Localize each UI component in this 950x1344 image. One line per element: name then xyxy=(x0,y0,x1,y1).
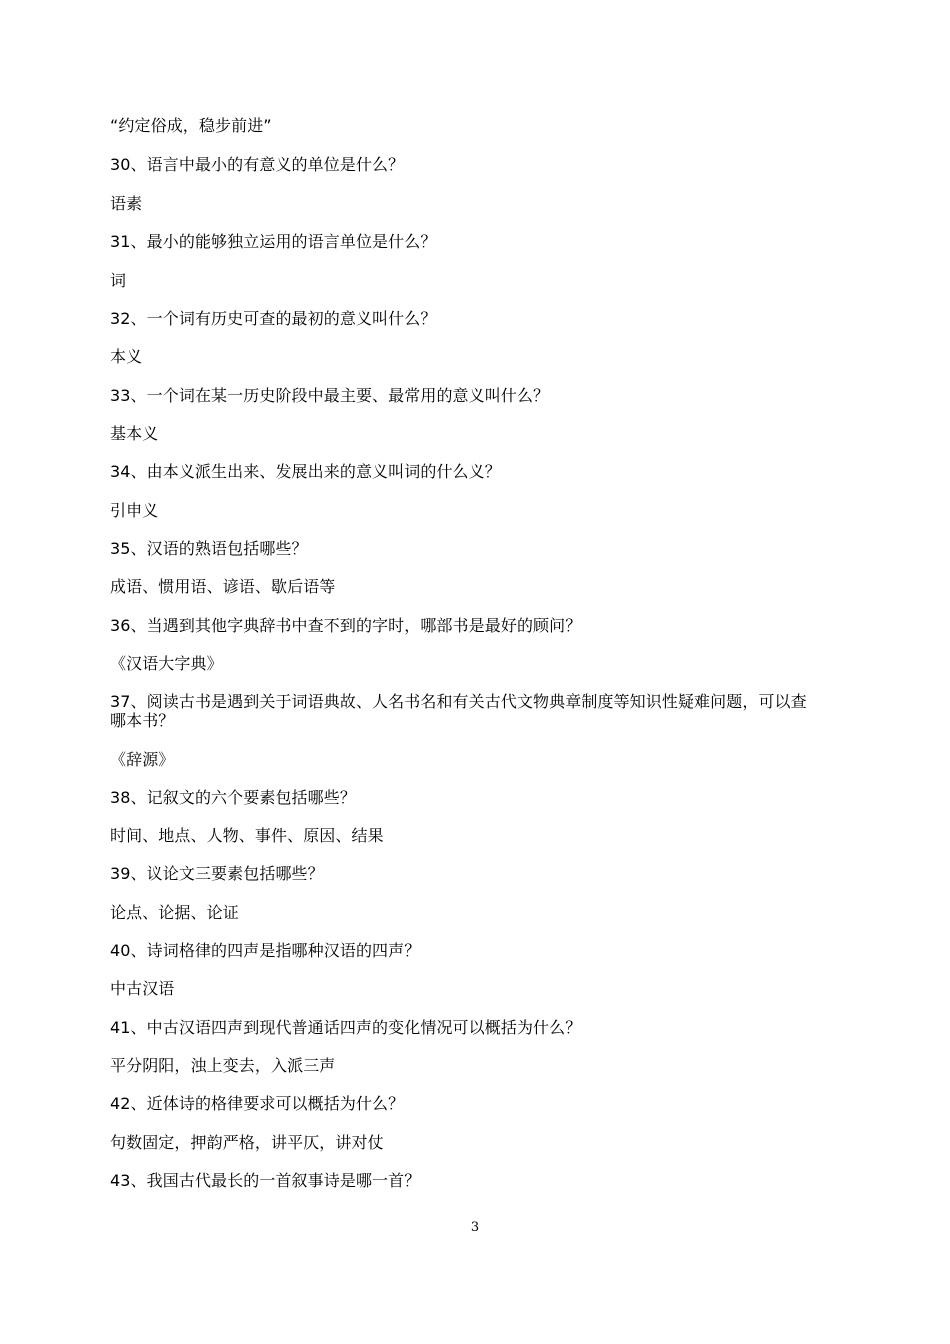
question-37: 37、阅读古书是遇到关于词语典故、人名书名和有关古代文物典章制度等知识性疑难问题，可以查哪本书？ xyxy=(110,692,807,730)
answer-42: 句数固定，押韵严格，讲平仄，讲对仗 xyxy=(110,1133,384,1152)
question-38: 38、记叙文的六个要素包括哪些？ xyxy=(110,788,356,807)
page-number: 3 xyxy=(470,1220,480,1235)
answer-33: 基本义 xyxy=(110,424,159,443)
answer-40: 中古汉语 xyxy=(110,979,175,998)
answer-35: 成语、惯用语、谚语、歇后语等 xyxy=(110,577,336,596)
question-42: 42、近体诗的格律要求可以概括为什么？ xyxy=(110,1094,405,1113)
question-41: 41、中古汉语四声到现代普通话四声的变化情况可以概括为什么？ xyxy=(110,1018,582,1037)
answer-41: 平分阴阳，浊上变去，入派三声 xyxy=(110,1056,336,1075)
answer-34: 引申义 xyxy=(110,501,159,520)
answer-38: 时间、地点、人物、事件、原因、结果 xyxy=(110,826,384,845)
question-32: 32、一个词有历史可查的最初的意义叫什么？ xyxy=(110,309,437,328)
answer-39: 论点、论据、论证 xyxy=(110,903,239,922)
answer-31: 词 xyxy=(110,271,127,290)
question-33: 33、一个词在某一历史阶段中最主要、最常用的意义叫什么？ xyxy=(110,386,550,405)
answer-30: 语素 xyxy=(110,194,143,213)
question-31: 31、最小的能够独立运用的语言单位是什么？ xyxy=(110,232,437,251)
answer-37: 《辞源》 xyxy=(110,750,175,769)
question-30: 30、语言中最小的有意义的单位是什么？ xyxy=(110,155,405,174)
question-43: 43、我国古代最长的一首叙事诗是哪一首？ xyxy=(110,1171,421,1190)
question-34: 34、由本义派生出来、发展出来的意义叫词的什么义？ xyxy=(110,462,501,481)
question-35: 35、汉语的熟语包括哪些？ xyxy=(110,539,308,558)
answer-32: 本义 xyxy=(110,347,143,366)
question-39: 39、议论文三要素包括哪些？ xyxy=(110,864,324,883)
intro-line: “约定俗成，稳步前进” xyxy=(110,116,272,135)
question-40: 40、诗词格律的四声是指哪种汉语的四声？ xyxy=(110,941,421,960)
answer-36: 《汉语大字典》 xyxy=(110,654,223,673)
question-36: 36、当遇到其他字典辞书中查不到的字时，哪部书是最好的顾问？ xyxy=(110,616,582,635)
